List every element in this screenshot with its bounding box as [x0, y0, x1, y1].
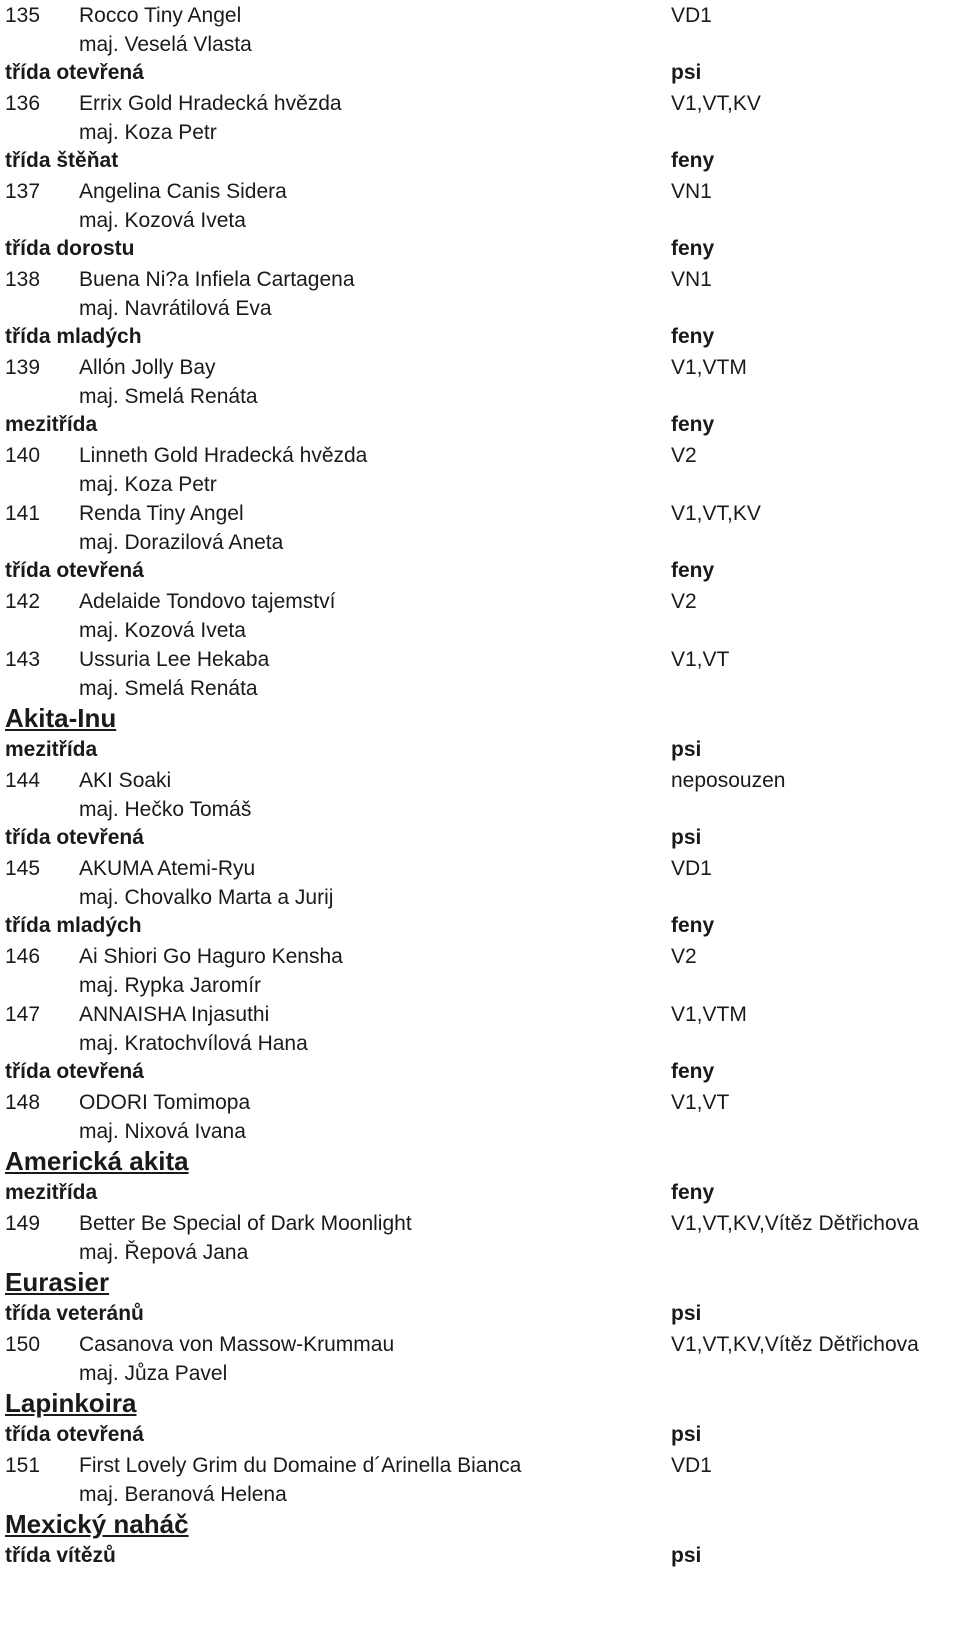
sex-label: psi — [671, 1423, 702, 1446]
dog-name: Rocco Tiny Angel — [79, 4, 242, 27]
evaluation-result: V1,VTM — [671, 356, 747, 379]
evaluation-result: V1,VT,KV — [671, 92, 761, 115]
evaluation-result: VN1 — [671, 180, 712, 203]
sex-label: psi — [671, 1302, 702, 1325]
owner-name: maj. Koza Petr — [79, 473, 217, 496]
class-label: mezitřída — [5, 413, 98, 436]
catalog-number: 151 — [5, 1454, 41, 1477]
evaluation-result: neposouzen — [671, 769, 786, 792]
breed-heading: Americká akita — [5, 1146, 189, 1176]
owner-name: maj. Smelá Renáta — [79, 385, 258, 408]
dog-name: Adelaide Tondovo tajemství — [79, 590, 336, 613]
class-label: třída otevřená — [5, 61, 144, 84]
sex-label: feny — [671, 914, 715, 937]
dog-name: Allón Jolly Bay — [79, 356, 216, 379]
sex-label: feny — [671, 559, 715, 582]
owner-name: maj. Smelá Renáta — [79, 677, 258, 700]
owner-name: maj. Kozová Iveta — [79, 209, 246, 232]
owner-name: maj. Dorazilová Aneta — [79, 531, 284, 554]
owner-name: maj. Koza Petr — [79, 121, 217, 144]
sex-label: feny — [671, 149, 715, 172]
owner-name: maj. Navrátilová Eva — [79, 297, 272, 320]
evaluation-result: V1,VT — [671, 1091, 730, 1114]
catalog-number: 149 — [5, 1212, 41, 1235]
catalog-number: 148 — [5, 1091, 41, 1114]
dog-name: AKI Soaki — [79, 769, 172, 792]
evaluation-result: V2 — [671, 590, 697, 613]
catalog-number: 141 — [5, 502, 41, 525]
breed-heading: Lapinkoira — [5, 1388, 137, 1418]
dog-name: Angelina Canis Sidera — [79, 180, 287, 203]
dog-name: Ai Shiori Go Haguro Kensha — [79, 945, 343, 968]
dog-name: Linneth Gold Hradecká hvězda — [79, 444, 368, 467]
class-label: třída mladých — [5, 914, 142, 937]
catalog-number: 138 — [5, 268, 41, 291]
catalog-number: 135 — [5, 4, 41, 27]
catalog-number: 139 — [5, 356, 41, 379]
class-label: mezitřída — [5, 738, 98, 761]
class-label: třída mladých — [5, 325, 142, 348]
evaluation-result: VN1 — [671, 268, 712, 291]
sex-label: feny — [671, 1181, 715, 1204]
catalog-number: 143 — [5, 648, 41, 671]
breed-heading: Mexický naháč — [5, 1509, 189, 1539]
dog-name: First Lovely Grim du Domaine d´Arinella Bianca — [79, 1454, 522, 1477]
owner-name: maj. Nixová Ivana — [79, 1120, 246, 1143]
evaluation-result: V2 — [671, 945, 697, 968]
owner-name: maj. Rypka Jaromír — [79, 974, 262, 997]
breed-heading: Eurasier — [5, 1267, 110, 1297]
evaluation-result: V1,VT,KV — [671, 502, 761, 525]
evaluation-result: V1,VT — [671, 648, 730, 671]
sex-label: feny — [671, 1060, 715, 1083]
class-label: třída štěňat — [5, 149, 119, 172]
dog-name: Renda Tiny Angel — [79, 502, 244, 525]
dog-name: Casanova von Massow-Krummau — [79, 1333, 395, 1356]
catalog-number: 147 — [5, 1003, 41, 1026]
class-label: třída dorostu — [5, 237, 135, 260]
catalog-number: 142 — [5, 590, 41, 613]
evaluation-result: VD1 — [671, 4, 712, 27]
sex-label: psi — [671, 738, 702, 761]
sex-label: feny — [671, 325, 715, 348]
evaluation-result: VD1 — [671, 857, 712, 880]
class-label: třída otevřená — [5, 826, 144, 849]
owner-name: maj. Veselá Vlasta — [79, 33, 252, 56]
dog-name: Buena Ni?a Infiela Cartagena — [79, 268, 355, 291]
owner-name: maj. Kozová Iveta — [79, 619, 246, 642]
sex-label: psi — [671, 1544, 702, 1567]
class-label: třída otevřená — [5, 1423, 144, 1446]
catalog-number: 136 — [5, 92, 41, 115]
sex-label: feny — [671, 413, 715, 436]
class-label: třída veteránů — [5, 1302, 144, 1325]
dog-name: Better Be Special of Dark Moonlight — [79, 1212, 412, 1235]
evaluation-result: VD1 — [671, 1454, 712, 1477]
evaluation-result: V2 — [671, 444, 697, 467]
class-label: třída vítězů — [5, 1544, 116, 1567]
owner-name: maj. Hečko Tomáš — [79, 798, 252, 821]
evaluation-result: V1,VT,KV,Vítěz Dětřichova — [671, 1333, 919, 1356]
owner-name: maj. Kratochvílová Hana — [79, 1032, 308, 1055]
owner-name: maj. Jůza Pavel — [79, 1362, 228, 1385]
owner-name: maj. Beranová Helena — [79, 1483, 287, 1506]
evaluation-result: V1,VTM — [671, 1003, 747, 1026]
dog-name: Ussuria Lee Hekaba — [79, 648, 270, 671]
class-label: třída otevřená — [5, 1060, 144, 1083]
dog-name: ANNAISHA Injasuthi — [79, 1003, 270, 1026]
class-label: mezitřída — [5, 1181, 98, 1204]
breed-heading: Akita-Inu — [5, 703, 117, 733]
sex-label: feny — [671, 237, 715, 260]
dog-name: AKUMA Atemi-Ryu — [79, 857, 256, 880]
owner-name: maj. Chovalko Marta a Jurij — [79, 886, 334, 909]
catalog-number: 140 — [5, 444, 41, 467]
dog-name: Errix Gold Hradecká hvězda — [79, 92, 342, 115]
catalog-number: 137 — [5, 180, 41, 203]
sex-label: psi — [671, 61, 702, 84]
sex-label: psi — [671, 826, 702, 849]
class-label: třída otevřená — [5, 559, 144, 582]
catalog-number: 144 — [5, 769, 41, 792]
catalog-number: 146 — [5, 945, 41, 968]
catalog-number: 150 — [5, 1333, 41, 1356]
catalog-number: 145 — [5, 857, 41, 880]
owner-name: maj. Řepová Jana — [79, 1241, 249, 1264]
dog-name: ODORI Tomimopa — [79, 1091, 251, 1114]
evaluation-result: V1,VT,KV,Vítěz Dětřichova — [671, 1212, 919, 1235]
